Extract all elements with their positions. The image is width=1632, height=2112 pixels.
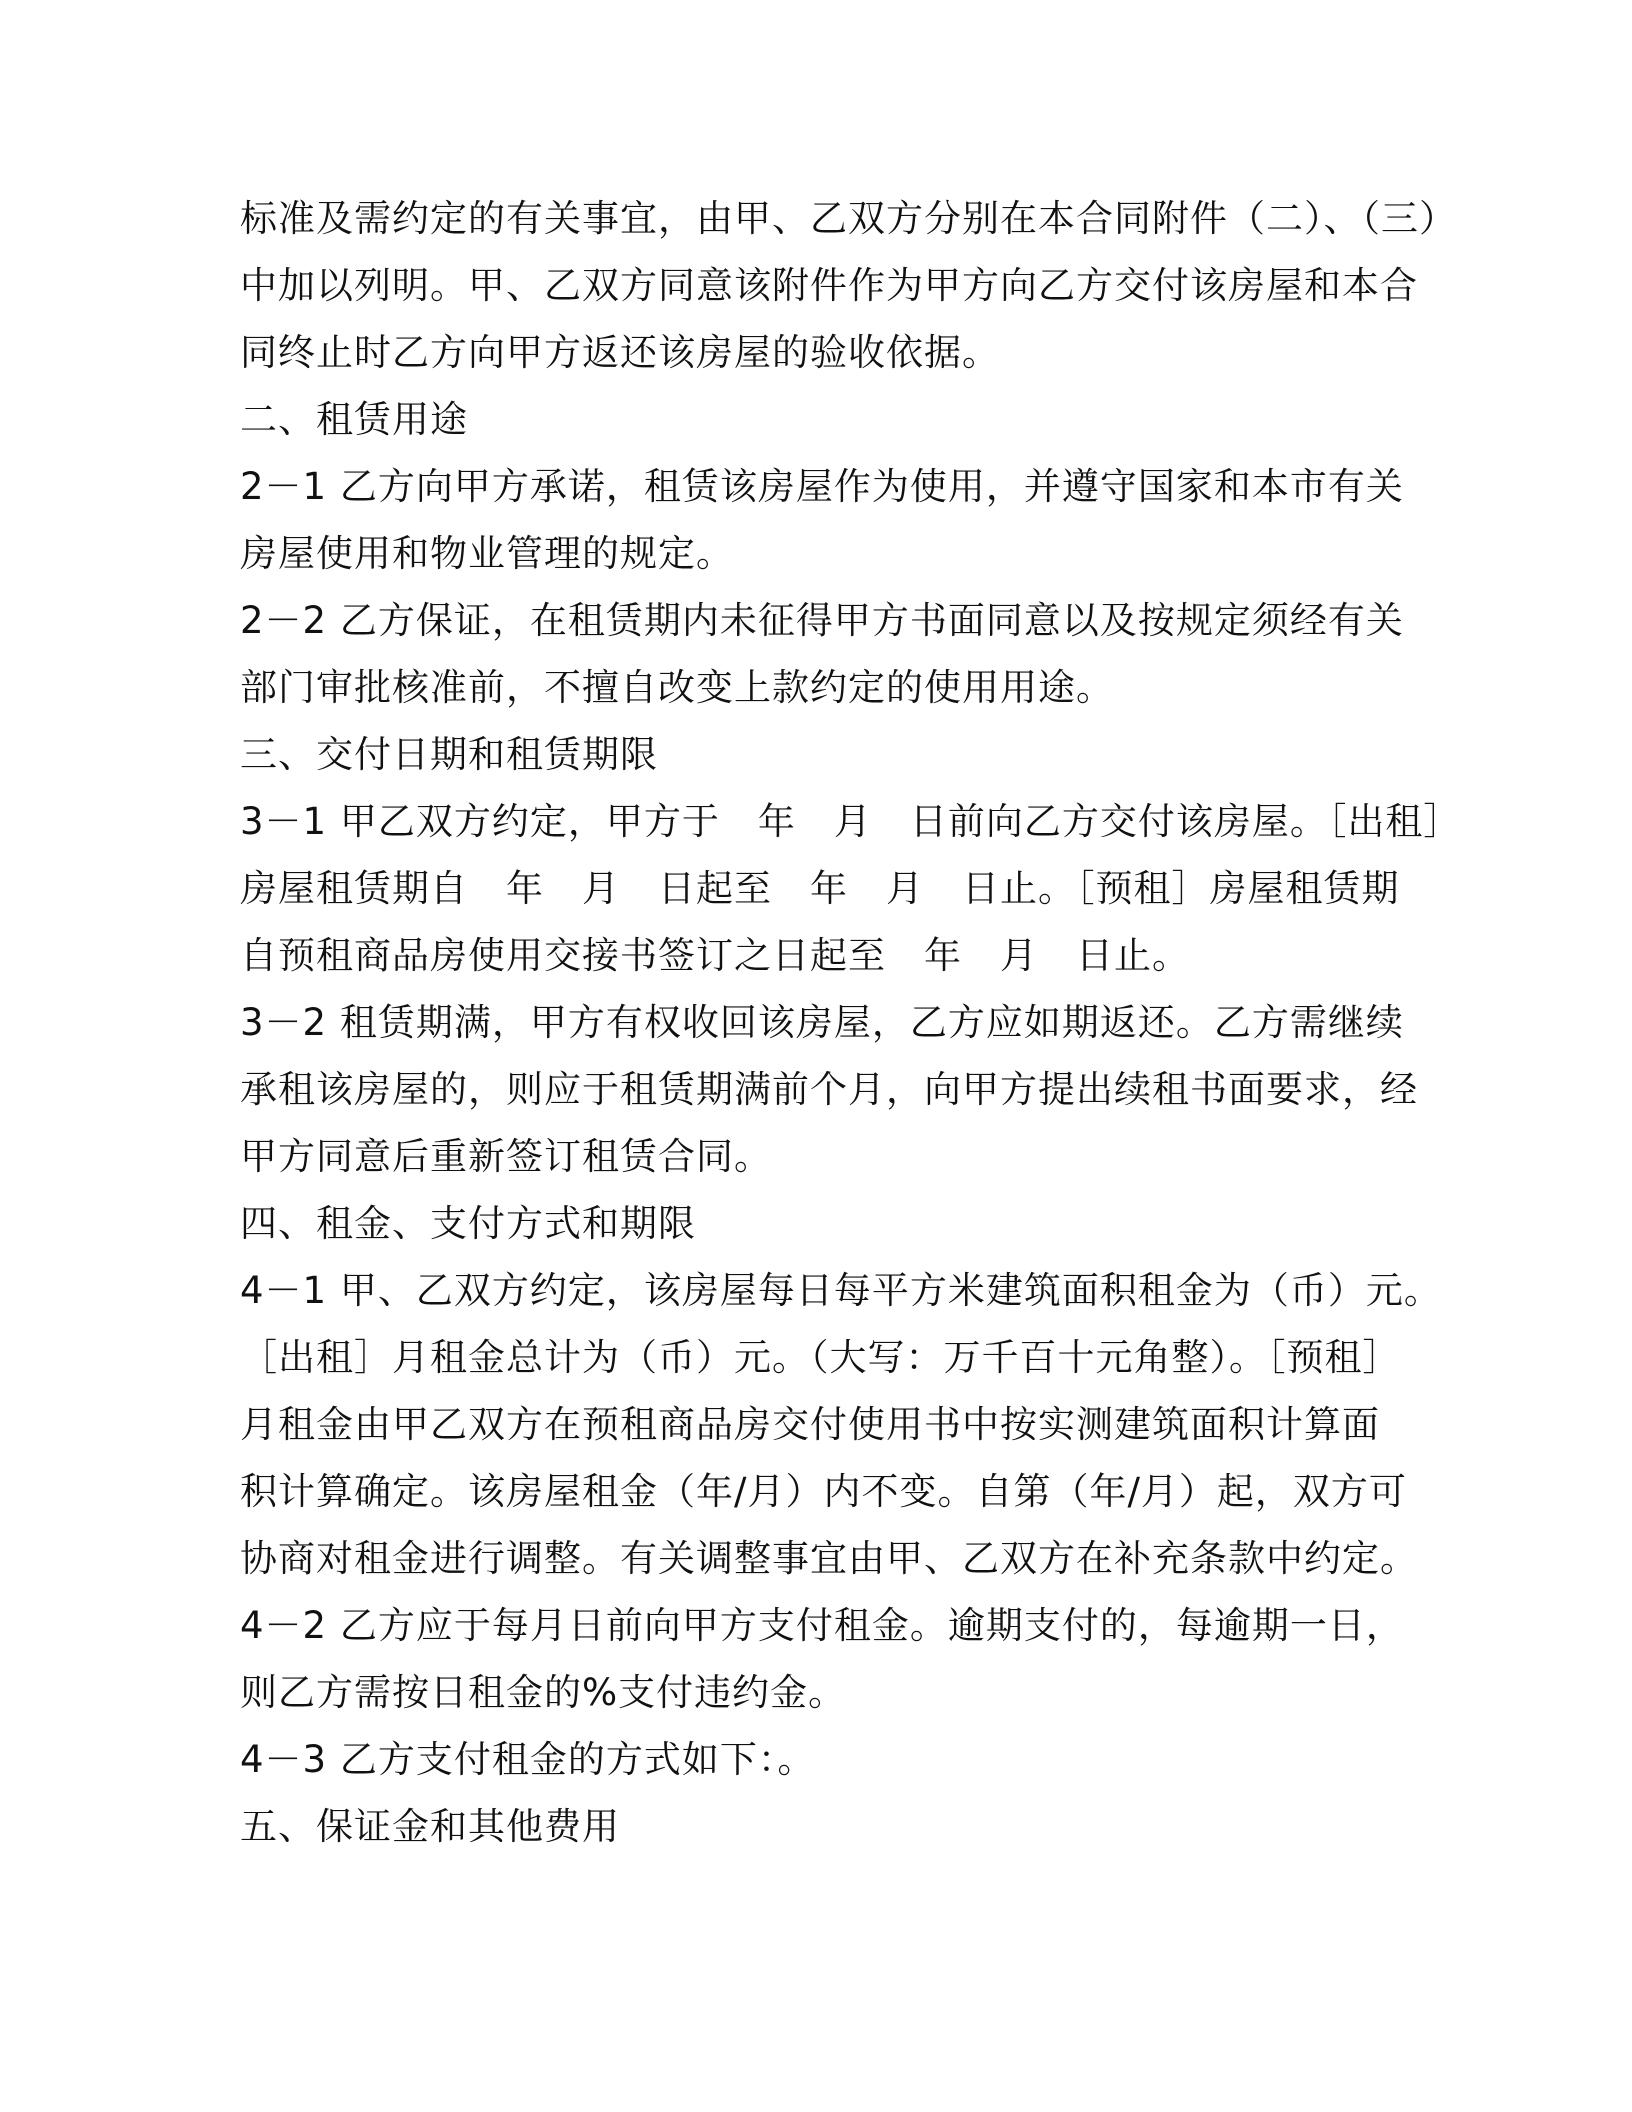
text-line: 3－1 甲乙双方约定，甲方于 年 月 日前向乙方交付该房屋。［出租］ (240, 800, 1462, 843)
text-line: 房屋租赁期自 年 月 日起至 年 月 日止。［预租］房屋租赁期 (240, 867, 1400, 910)
text-line: 3－2 租赁期满，甲方有权收回该房屋，乙方应如期返还。乙方需继续 (240, 1001, 1404, 1044)
text-line: 部门审批核准前，不擅自改变上款约定的使用用途。 (240, 666, 1114, 709)
text-line: 月租金由甲乙双方在预租商品房交付使用书中按实测建筑面积计算面 (240, 1403, 1380, 1446)
text-line: 2－1 乙方向甲方承诺，租赁该房屋作为使用，并遵守国家和本市有关 (240, 465, 1404, 508)
text-line: 4－2 乙方应于每月日前向甲方支付租金。逾期支付的，每逾期一日， (240, 1604, 1404, 1647)
text-line: 甲方同意后重新签订租赁合同。 (240, 1135, 772, 1178)
section-heading: 四、租金、支付方式和期限 (240, 1202, 696, 1245)
text-line: 承租该房屋的，则应于租赁期满前个月，向甲方提出续租书面要求，经 (240, 1068, 1418, 1111)
text-line: 积计算确定。该房屋租金（年/月）内不变。自第（年/月）起，双方可 (240, 1470, 1407, 1513)
text-line: 中加以列明。甲、乙双方同意该附件作为甲方向乙方交付该房屋和本合 (240, 264, 1418, 307)
section-heading: 三、交付日期和租赁期限 (240, 733, 658, 776)
text-line: 则乙方需按日租金的%支付违约金。 (240, 1671, 847, 1714)
text-line: 4－3 乙方支付租金的方式如下：。 (240, 1738, 816, 1781)
text-line: 自预租商品房使用交接书签订之日起至 年 月 日止。 (240, 934, 1190, 977)
text-line: 协商对租金进行调整。有关调整事宜由甲、乙双方在补充条款中约定。 (240, 1537, 1418, 1580)
text-line: ［出租］月租金总计为（币）元。（大写：万千百十元角整）。［预租］ (240, 1336, 1401, 1379)
text-line: 2－2 乙方保证，在租赁期内未征得甲方书面同意以及按规定须经有关 (240, 599, 1404, 642)
text-line: 同终止时乙方向甲方返还该房屋的验收依据。 (240, 331, 1000, 374)
section-heading: 二、租赁用途 (240, 398, 468, 441)
section-heading: 五、保证金和其他费用 (240, 1805, 620, 1848)
text-line: 4－1 甲、乙双方约定，该房屋每日每平方米建筑面积租金为（币）元。 (240, 1269, 1442, 1312)
text-line: 房屋使用和物业管理的规定。 (240, 532, 734, 575)
text-line: 标准及需约定的有关事宜，由甲、乙双方分别在本合同附件（二）、（三） (240, 197, 1457, 240)
document-body (240, 185, 1462, 1860)
